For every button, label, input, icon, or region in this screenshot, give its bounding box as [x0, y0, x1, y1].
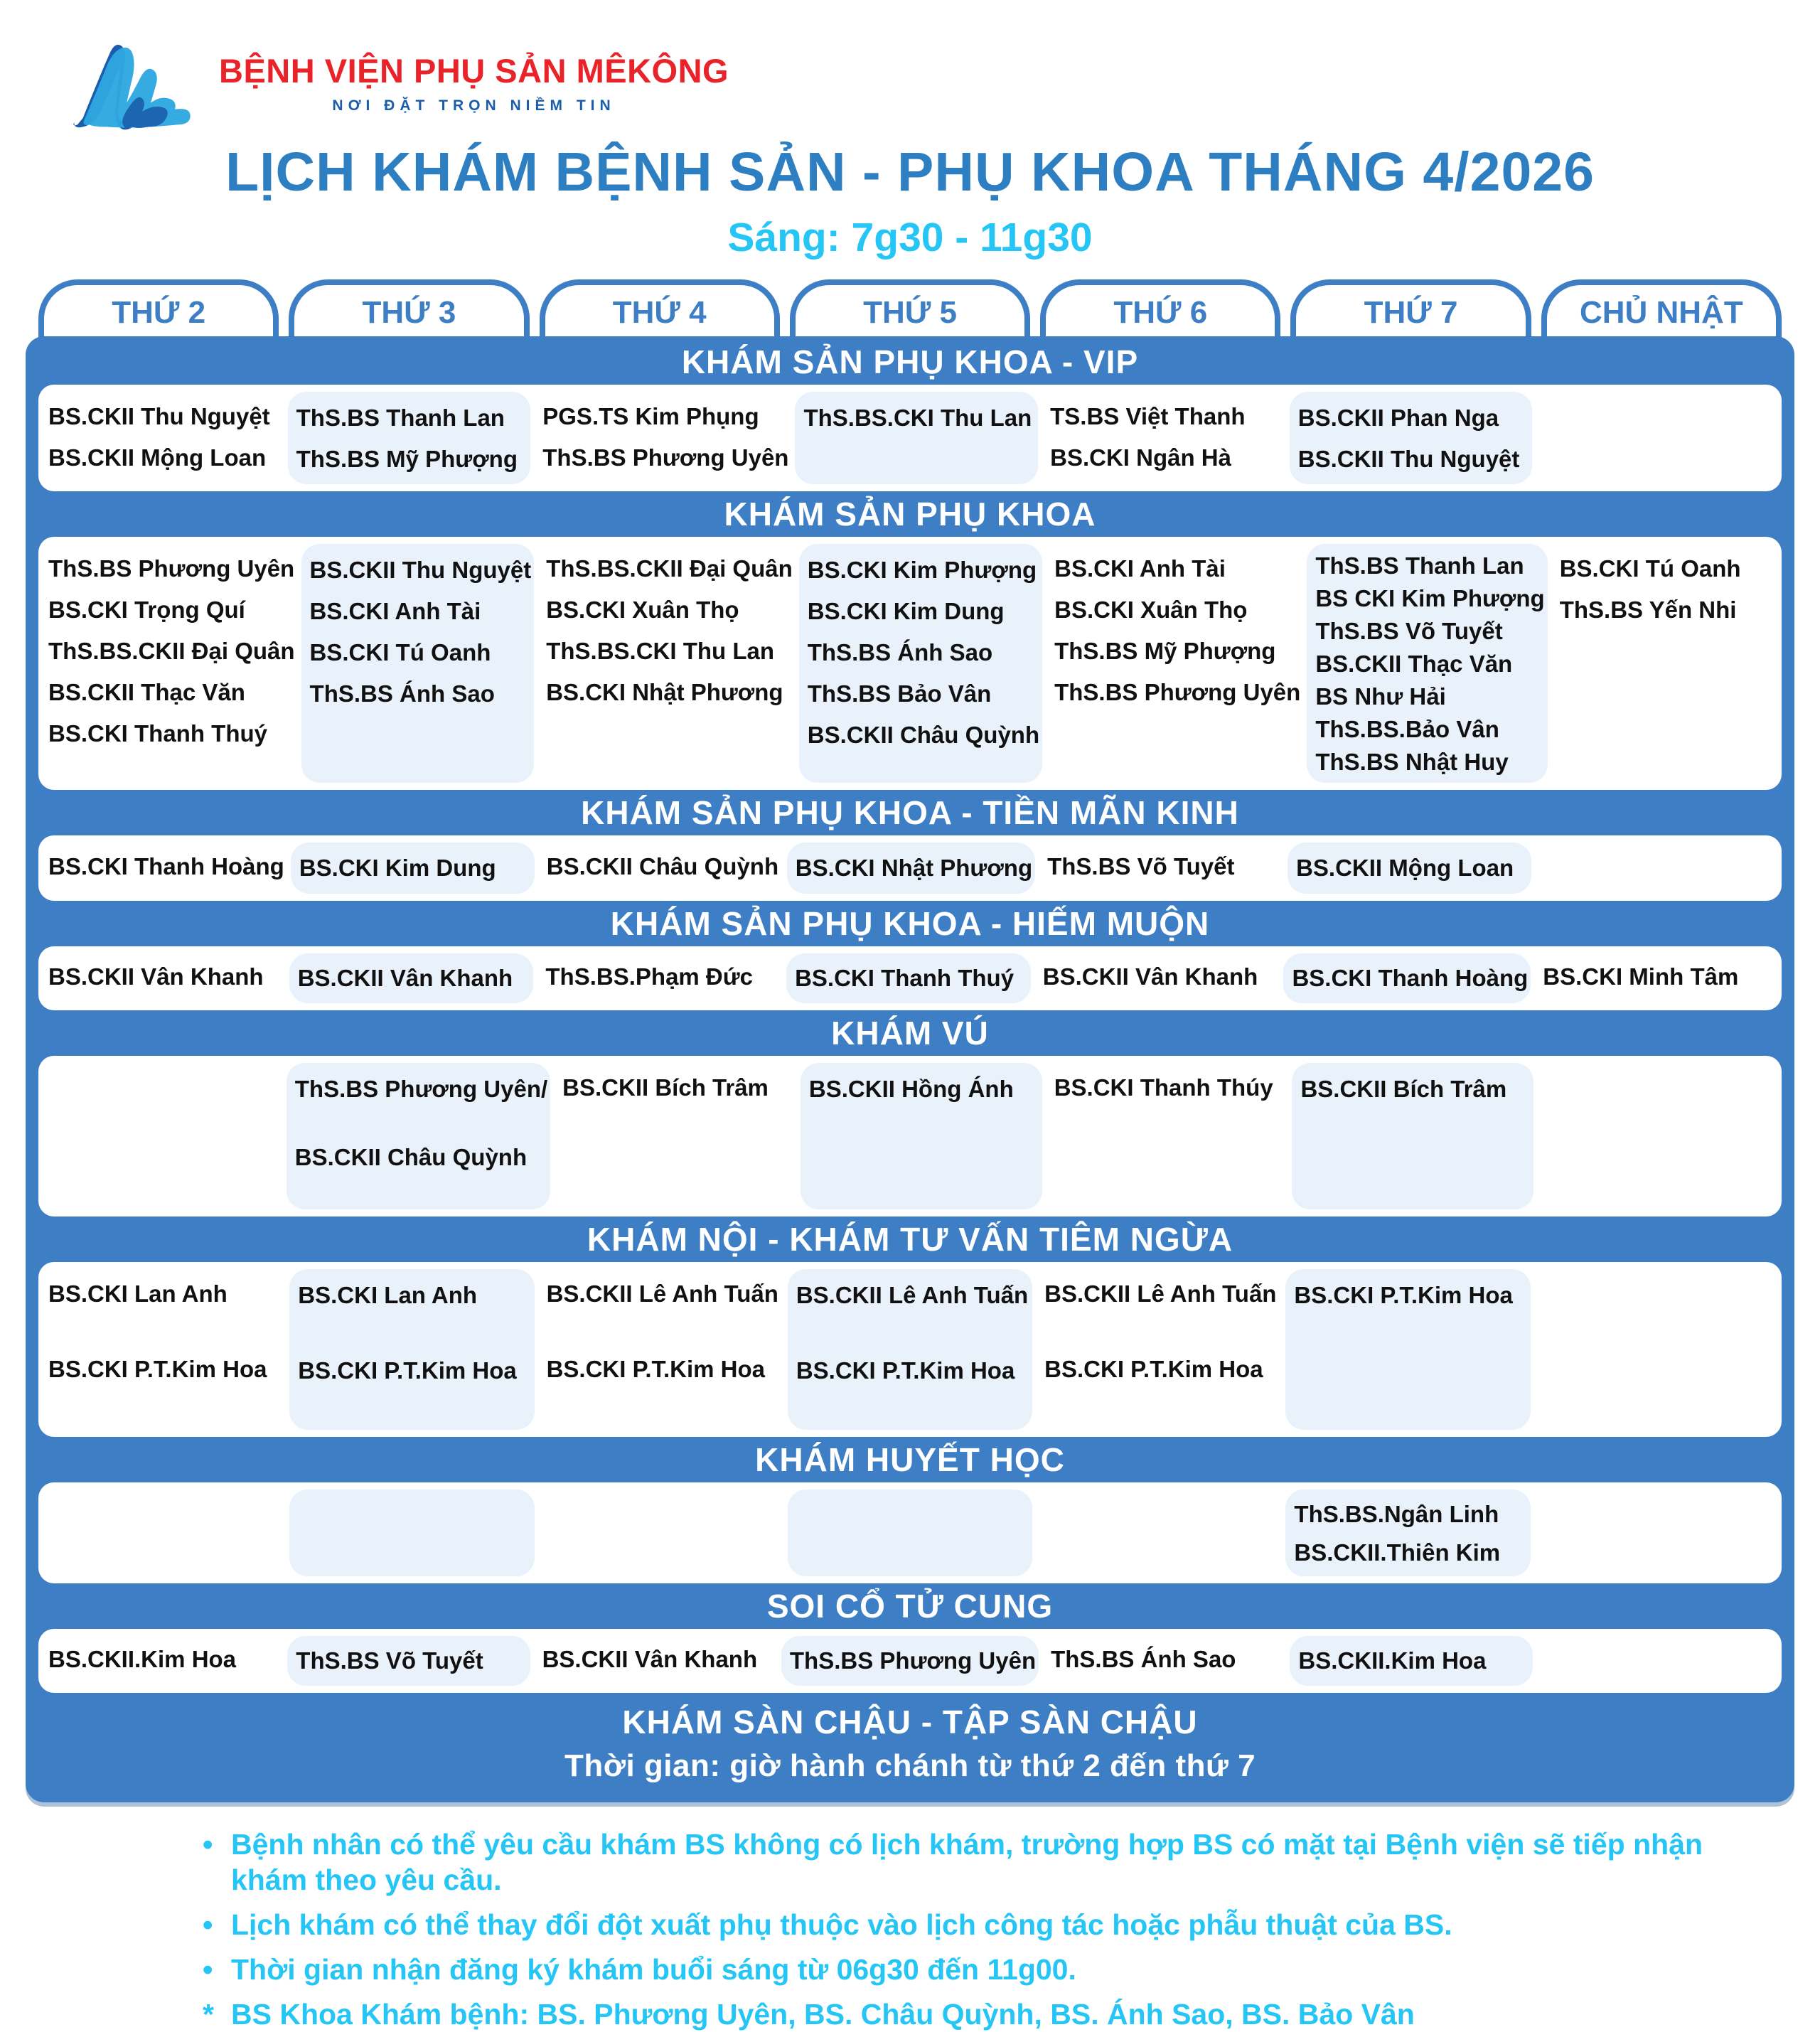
schedule-cell-day-3 [289, 1490, 534, 1576]
doctor-name: BS.CKI Kim Phượng [807, 557, 1037, 583]
schedule-cell-day-6 [1034, 1482, 1283, 1583]
doctor-name: BS.CKII Thạc Văn [48, 679, 245, 705]
schedule-row [38, 1629, 1782, 1693]
schedule-cell-day-cn [1533, 1482, 1782, 1583]
section-title: KHÁM HUYẾT HỌC [755, 1441, 1065, 1478]
schedule-cell-day-7 [1292, 1063, 1533, 1209]
schedule-cell-day-3 [289, 953, 534, 1003]
schedule-cell-day-cn [1534, 385, 1782, 491]
note-text: Bệnh nhân có thể yêu cầu khám BS không có lịch khám, trường hợp BS có mặt tại Bệnh viện sẽ tiếp nhận khám theo yêu cầu. [231, 1828, 1703, 1896]
hospital-name: BỆNH VIỆN PHỤ SẢN MÊKÔNG [219, 51, 729, 90]
schedule-cell-day-cn [1535, 1629, 1782, 1693]
schedule-cell-day-3 [287, 1636, 530, 1686]
schedule-cell-day-7 [1285, 1490, 1530, 1576]
doctor-name: BS.CKI Thanh Thuý [48, 720, 267, 747]
note-text: Thời gian nhận đăng ký khám buổi sáng từ 06g30 đến 11g00. [231, 1953, 1076, 1986]
schedule-cell-day-cn [1533, 946, 1782, 1010]
doctor-name: BS.CKI Thanh Thuý [795, 965, 1015, 991]
section-header [26, 1693, 1794, 1802]
doctor-name: ThS.BS.CKI Thu Lan [803, 405, 1032, 431]
doctor-name: ThS.BS Mỹ Phượng [1054, 638, 1276, 664]
doctor-name: BS.CKII.Thiên Kim [1294, 1539, 1501, 1566]
section-title: SOI CỔ TỬ CUNG [766, 1588, 1054, 1625]
doctor-name: BS.CKII Thu Nguyệt [309, 557, 532, 583]
doctor-name: BS.CKI P.T.Kim Hoa [48, 1356, 267, 1382]
doctor-name: ThS.BS Võ Tuyết [1047, 853, 1235, 879]
schedule-cell-day-4 [537, 1262, 786, 1437]
doctor-name: BS.CKI Tú Oanh [1559, 555, 1741, 582]
doctor-name: BS.CKII Mộng Loan [1296, 855, 1514, 881]
doctor-name: ThS.BS Thanh Lan [296, 405, 505, 431]
doctor-name: BS.CKII Vân Khanh [542, 1646, 758, 1672]
section-header [26, 901, 1794, 946]
section-title: KHÁM NỘI - KHÁM TƯ VẤN TIÊM NGỪA [587, 1221, 1233, 1258]
schedule-cell-day-6 [1033, 946, 1282, 1010]
schedule-cell-day-cn [1550, 537, 1782, 790]
doctor-name: ThS.BS Ánh Sao [1051, 1646, 1236, 1672]
doctor-name: BS.CKI Kim Dung [299, 855, 496, 881]
doctor-name: ThS.BS.Phạm Đức [545, 963, 754, 990]
schedule-row [38, 385, 1782, 491]
section-header [26, 339, 1794, 385]
section-header [26, 491, 1794, 537]
schedule-cell-day-6 [1041, 1629, 1288, 1693]
schedule-row [38, 1262, 1782, 1437]
doctor-name: BS.CKI Xuân Thọ [546, 597, 739, 623]
schedule-cell-day-6 [1044, 537, 1305, 790]
doctor-name: BS.CKI P.T.Kim Hoa [546, 1356, 766, 1382]
footer-note-1 [203, 1827, 1735, 1898]
schedule-cell-day-2 [38, 946, 287, 1010]
section-title: KHÁM VÚ [831, 1015, 989, 1052]
doctor-name: BS.CKI Nhật Phương [546, 679, 783, 705]
schedule-cell-day-3 [287, 1063, 550, 1209]
doctor-name: BS.CKII Phan Nga [1297, 405, 1499, 431]
doctor-name: ThS.BS Võ Tuyết [296, 1647, 483, 1674]
doctor-name: ThS.BS.CKI Thu Lan [546, 638, 775, 664]
doctor-name: BS.CKI Lan Anh [48, 1280, 228, 1307]
schedule-cell-day-7 [1283, 953, 1531, 1003]
schedule-cell-day-5 [801, 1063, 1042, 1209]
day-tab-3: THỨ 4 [540, 279, 780, 351]
doctor-name: ThS.BS Phương Uyên [1054, 679, 1301, 705]
doctor-name: BS.CKI Thanh Hoàng [1292, 965, 1529, 991]
schedule-row [38, 1482, 1782, 1583]
page-subtitle: Sáng: 7g30 - 11g30 [727, 215, 1093, 260]
doctor-name: ThS.BS Mỹ Phượng [296, 446, 518, 472]
schedule-cell-day-2 [38, 1629, 285, 1693]
doctor-name: BS.CKI Anh Tài [1054, 555, 1226, 582]
doctor-name: BS.CKII Vân Khanh [1042, 963, 1258, 990]
brand-text-block [219, 51, 729, 114]
doctor-name: BS.CKII Châu Quỳnh [294, 1144, 528, 1170]
doctor-name: BS.CKII Vân Khanh [48, 963, 264, 990]
schedule-cell-day-7 [1290, 392, 1533, 484]
doctor-name: BS.CKII Lê Anh Tuấn [546, 1280, 778, 1307]
schedule-cell-day-5 [786, 953, 1031, 1003]
doctor-name: BS.CKI Thanh Hoàng [48, 853, 284, 879]
schedule-cell-day-7 [1288, 843, 1531, 894]
schedule-cell-day-3 [289, 1269, 534, 1430]
schedule-cell-day-5 [788, 1269, 1032, 1430]
schedule-cell-day-6 [1044, 1056, 1290, 1216]
schedule-row [38, 1056, 1782, 1216]
doctor-name: BS.CKII Châu Quỳnh [546, 853, 779, 879]
schedule-cell-day-3 [291, 843, 535, 894]
schedule-cell-day-4 [537, 835, 785, 901]
doctor-name: BS.CKII Thu Nguyệt [48, 403, 270, 429]
schedule-cell-day-2 [38, 385, 286, 491]
schedule-cell-day-cn [1536, 1056, 1782, 1216]
schedule-cell-day-2 [38, 1262, 287, 1437]
schedule-cell-day-7 [1290, 1636, 1532, 1686]
doctor-name: BS.CKII Thạc Văn [1315, 651, 1513, 677]
doctor-name: BS.CKI P.T.Kim Hoa [796, 1357, 1015, 1384]
schedule-cell-day-cn [1533, 1262, 1782, 1437]
section-header [26, 1216, 1794, 1262]
schedule-body [26, 336, 1794, 1802]
hospital-logo-icon [68, 29, 199, 136]
schedule-row [38, 946, 1782, 1010]
section-title: KHÁM SẢN PHỤ KHOA - HIẾM MUỘN [610, 905, 1210, 942]
doctor-name: BS.CKI Ngân Hà [1050, 444, 1231, 471]
doctor-name: BS.CKII Lê Anh Tuấn [1044, 1280, 1277, 1307]
doctor-name: BS.CKII Bích Trâm [562, 1074, 769, 1101]
doctor-name: BS.CKI Xuân Thọ [1054, 597, 1248, 623]
schedule-cell-day-4 [535, 946, 784, 1010]
schedule-cell-day-2 [38, 1482, 287, 1583]
day-tab-6: THỨ 7 [1290, 279, 1531, 351]
note-text: Lịch khám có thể thay đổi đột xuất phụ thuộc vào lịch công tác hoặc phẫu thuật của BS. [231, 1908, 1452, 1941]
doctor-name: BS.CKI Thanh Thúy [1054, 1074, 1273, 1101]
schedule-cell-day-7 [1285, 1269, 1530, 1430]
doctor-name: ThS.BS.Ngân Linh [1294, 1501, 1499, 1527]
day-tab-4: THỨ 5 [790, 279, 1030, 351]
schedule-row [38, 537, 1782, 790]
schedule-cell-day-3 [301, 544, 535, 783]
doctor-name: ThS.BS.CKII Đại Quân [546, 555, 793, 582]
doctor-name: BS.CKII Châu Quỳnh [807, 722, 1040, 748]
doctor-name: BS.CKII Vân Khanh [297, 965, 513, 991]
doctor-name: ThS.BS Ánh Sao [309, 680, 495, 707]
day-tab-7: CHỦ NHẬT [1541, 279, 1782, 351]
footer-note-3 [203, 1952, 1735, 1987]
doctor-name: ThS.BS Phương Uyên/ [294, 1076, 548, 1102]
doctor-name: BS.CKII.Kim Hoa [1298, 1647, 1487, 1674]
note-marker: • [203, 1908, 213, 1941]
doctor-name: ThS.BS Phương Uyên [542, 444, 789, 471]
doctor-name: ThS.BS Phương Uyên [48, 555, 295, 582]
schedule-cell-day-5 [788, 1490, 1032, 1576]
section-header [26, 1010, 1794, 1056]
doctor-name: BS.CKII Mộng Loan [48, 444, 267, 471]
doctor-name: BS.CKI Trọng Quí [48, 597, 245, 623]
schedule-cell-day-5 [781, 1636, 1039, 1686]
note-marker: • [203, 1828, 213, 1861]
doctor-name: PGS.TS Kim Phụng [542, 403, 759, 429]
section-title: KHÁM SẢN PHỤ KHOA - TIỀN MÃN KINH [581, 794, 1239, 831]
schedule-cell-day-6 [1040, 385, 1288, 491]
schedule-row [38, 835, 1782, 901]
footer-note-4 [203, 1996, 1735, 2032]
doctor-name: BS.CKII Thu Nguyệt [1297, 446, 1520, 472]
footer-note-2 [203, 1907, 1735, 1942]
schedule-cell-day-2 [38, 1056, 284, 1216]
schedule-cell-day-7 [1307, 544, 1547, 783]
note-marker: * [203, 1998, 214, 2031]
schedule-cell-day-4 [532, 1629, 779, 1693]
schedule-cell-day-5 [795, 392, 1038, 484]
doctor-name: ThS.BS Bảo Vân [807, 680, 992, 707]
doctor-name: ThS.BS Yến Nhi [1559, 597, 1737, 623]
doctor-name: ThS.BS Thanh Lan [1315, 552, 1524, 579]
section-title: KHÁM SẢN PHỤ KHOA - VIP [681, 343, 1139, 380]
section-title: KHÁM SẢN PHỤ KHOA [724, 496, 1096, 533]
doctor-name: BS.CKI P.T.Kim Hoa [1044, 1356, 1263, 1382]
schedule-cell-day-6 [1034, 1262, 1283, 1437]
section-subtitle: Thời gian: giờ hành chánh từ thứ 2 đến thứ 7 [564, 1748, 1256, 1783]
doctor-name: BS.CKII.Kim Hoa [48, 1646, 237, 1672]
footer-notes [203, 1827, 1735, 2032]
note-text: BS Khoa Khám bệnh: BS. Phương Uyên, BS. Châu Quỳnh, BS. Ánh Sao, BS. Bảo Vân [231, 1998, 1415, 2031]
schedule-cell-day-4 [536, 537, 797, 790]
schedule-cell-day-4 [537, 1482, 786, 1583]
doctor-name: BS.CKII Lê Anh Tuấn [796, 1282, 1029, 1308]
doctor-name: ThS.BS Nhật Huy [1315, 749, 1509, 775]
doctor-name: BS.CKI Anh Tài [309, 598, 481, 624]
doctor-name: BS.CKII Hồng Ánh [808, 1076, 1014, 1102]
doctor-name: TS.BS Việt Thanh [1050, 403, 1246, 429]
doctor-name: BS CKI Kim Phượng [1315, 585, 1545, 611]
schedule-cell-day-cn [1533, 835, 1782, 901]
doctor-name: BS.CKI Minh Tâm [1543, 963, 1739, 990]
doctor-name: BS.CKII Bích Trâm [1300, 1076, 1507, 1102]
doctor-name: BS.CKI P.T.Kim Hoa [298, 1357, 517, 1384]
doctor-name: BS.CKI Kim Dung [807, 598, 1005, 624]
note-marker: • [203, 1953, 213, 1986]
schedule-cell-day-2 [38, 835, 289, 901]
section-header [26, 790, 1794, 835]
schedule-cell-day-5 [799, 544, 1042, 783]
day-tab-5: THỨ 6 [1040, 279, 1280, 351]
doctor-name: ThS.BS.CKII Đại Quân [48, 638, 295, 664]
doctor-name: BS.CKI Lan Anh [298, 1282, 478, 1308]
day-tab-1: THỨ 2 [38, 279, 279, 351]
section-header [26, 1437, 1794, 1482]
doctor-name: BS.CKI Tú Oanh [309, 639, 491, 665]
doctor-name: ThS.BS Phương Uyên [789, 1647, 1037, 1674]
schedule-cell-day-3 [288, 392, 531, 484]
schedule-cell-day-4 [552, 1056, 798, 1216]
schedule-cell-day-5 [787, 843, 1035, 894]
doctor-name: ThS.BS.Bảo Vân [1315, 716, 1499, 742]
doctor-name: BS.CKI P.T.Kim Hoa [1294, 1282, 1513, 1308]
section-header [26, 1583, 1794, 1629]
doctor-name: BS Như Hải [1315, 683, 1446, 710]
day-tab-2: THỨ 3 [289, 279, 529, 351]
hospital-tagline: NƠI ĐẶT TRỌN NIỀM TIN [332, 97, 616, 114]
schedule-cell-day-4 [532, 385, 793, 491]
section-title: KHÁM SÀN CHẬU - TẬP SÀN CHẬU [622, 1704, 1198, 1740]
doctor-name: BS.CKI Nhật Phương [795, 855, 1033, 881]
schedule-cell-day-6 [1037, 835, 1285, 901]
doctor-name: ThS.BS Võ Tuyết [1315, 618, 1503, 644]
brand-header [0, 0, 1820, 135]
doctor-name: ThS.BS Ánh Sao [807, 639, 993, 665]
page-title: LỊCH KHÁM BỆNH SẢN - PHỤ KHOA THÁNG 4/2026 [225, 141, 1595, 203]
schedule-cell-day-2 [38, 537, 299, 790]
